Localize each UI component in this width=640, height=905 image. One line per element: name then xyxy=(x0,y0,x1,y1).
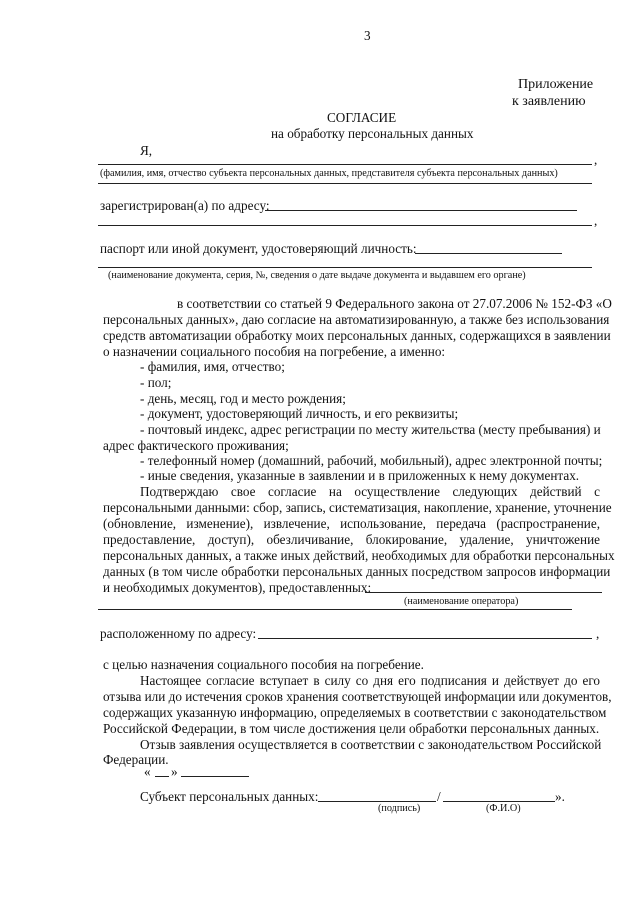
passport-label: паспорт или иной документ, удостоверяющий личность: xyxy=(100,241,417,256)
passport-line-2 xyxy=(98,267,592,268)
caption-fio: (фамилия, имя, отчество субъекта персональных данных, представителя субъекта персональных данных) xyxy=(100,168,558,179)
para1-line-2: персональных данных», даю согласие на автоматизированную, а также без использования xyxy=(103,312,610,327)
list-item: - телефонный номер (домашний, рабочий, мобильный), адрес электронной почты; xyxy=(140,453,603,468)
para3-line-1: Настоящее согласие вступает в силу со дня его подписания и действует до его xyxy=(140,673,600,688)
subject-label: Субъект персональных данных: xyxy=(140,789,319,804)
list-item: - иные сведения, указанные в заявлении и в приложенных к нему документах. xyxy=(140,468,580,483)
doc-title: СОГЛАСИЕ xyxy=(327,110,397,125)
list-item: - день, месяц, год и место рождения; xyxy=(140,391,346,406)
doc-subtitle: на обработку персональных данных xyxy=(271,126,474,141)
para4-line-1: Отзыв заявления осуществляется в соответствии с законодательством Российской xyxy=(140,737,602,752)
end-quote: ». xyxy=(555,789,565,804)
caption-name: (Ф.И.О) xyxy=(486,803,521,814)
registered-comma: , xyxy=(594,213,598,228)
caption-sign: (подпись) xyxy=(378,803,421,814)
registered-line-2 xyxy=(98,225,592,226)
operator-line-1 xyxy=(365,592,602,593)
para2-line-7: и необходимых документов), предоставленных: xyxy=(103,580,372,595)
list-item: - пол; xyxy=(140,375,172,390)
located-line xyxy=(258,638,592,639)
purpose-text: с целью назначения социального пособия на погребение. xyxy=(103,657,424,672)
operator-line-2 xyxy=(98,609,572,610)
list-item: - фамилия, имя, отчество; xyxy=(140,359,285,374)
located-comma: , xyxy=(596,626,600,641)
date-open-quote: « xyxy=(144,764,151,779)
para1-line-4: о назначении социального пособия на погребение, а именно: xyxy=(103,344,446,359)
appendix-line2: к заявлению xyxy=(512,94,586,109)
caption-fio-underline xyxy=(98,183,592,184)
para3-line-2: отзыва или до истечения сроков хранения соответствующей информации или документов, xyxy=(103,689,612,704)
para1-line-1: в соответствии со статьей 9 Федерального закона от 27.07.2006 № 152-ФЗ «О xyxy=(177,296,612,311)
list-item: - документ, удостоверяющий личность, и его реквизиты; xyxy=(140,406,459,421)
caption-operator: (наименование оператора) xyxy=(404,596,519,607)
signature-line xyxy=(318,801,436,802)
para3-line-3: содержащих указанную информацию, определяемых в соответствии с законодательством xyxy=(103,705,607,720)
caption-doc: (наименование документа, серия, №, сведения о дате выдаче документа и выдавшем его органе) xyxy=(108,270,526,281)
ya-label: Я, xyxy=(140,143,153,158)
date-close-quote: » xyxy=(171,764,178,779)
para2-line-5: персональных данных, а также иных действий, необходимых для обработки персональных xyxy=(103,548,615,563)
fio-line xyxy=(98,164,592,165)
para2-line-2: персональными данными: сбор, запись, систематизация, накопление, хранение, уточнение xyxy=(103,500,612,515)
date-day-line xyxy=(155,776,169,777)
registered-line-1 xyxy=(265,210,577,211)
para4-line-2: Федерации. xyxy=(103,752,169,767)
para2-line-4: предоставление, доступ), обезличивание, блокирование, удаление, уничтожение xyxy=(103,532,600,547)
date-month-line xyxy=(181,776,249,777)
appendix-line1: Приложение xyxy=(518,77,594,92)
list-item: - почтовый индекс, адрес регистрации по месту жительства (месту пребывания) и xyxy=(140,422,601,437)
passport-line-1 xyxy=(415,253,562,254)
para3-line-4: Российской Федерации, в том числе достижения цели обработки персональных данных. xyxy=(103,721,600,736)
para2-line-1: Подтверждаю свое согласие на осуществление следующих действий с xyxy=(140,484,600,499)
signature-slash: / xyxy=(437,789,441,804)
list-item-cont: адрес фактического проживания; xyxy=(103,438,289,453)
para2-line-6: данных (в том числе обработки персональных данных посредством запросов информации xyxy=(103,564,611,579)
name-line xyxy=(443,801,555,802)
para1-line-3: средств автоматизации обработку моих персональных данных, содержащихся в заявлении xyxy=(103,328,611,343)
registered-label: зарегистрирован(а) по адресу: xyxy=(100,198,270,213)
located-label: расположенному по адресу: xyxy=(100,626,257,641)
fio-comma: , xyxy=(594,152,598,167)
page-number: 3 xyxy=(364,28,371,43)
para2-line-3: (обновление, изменение), извлечение, использование, передача (распространение, xyxy=(103,516,600,531)
